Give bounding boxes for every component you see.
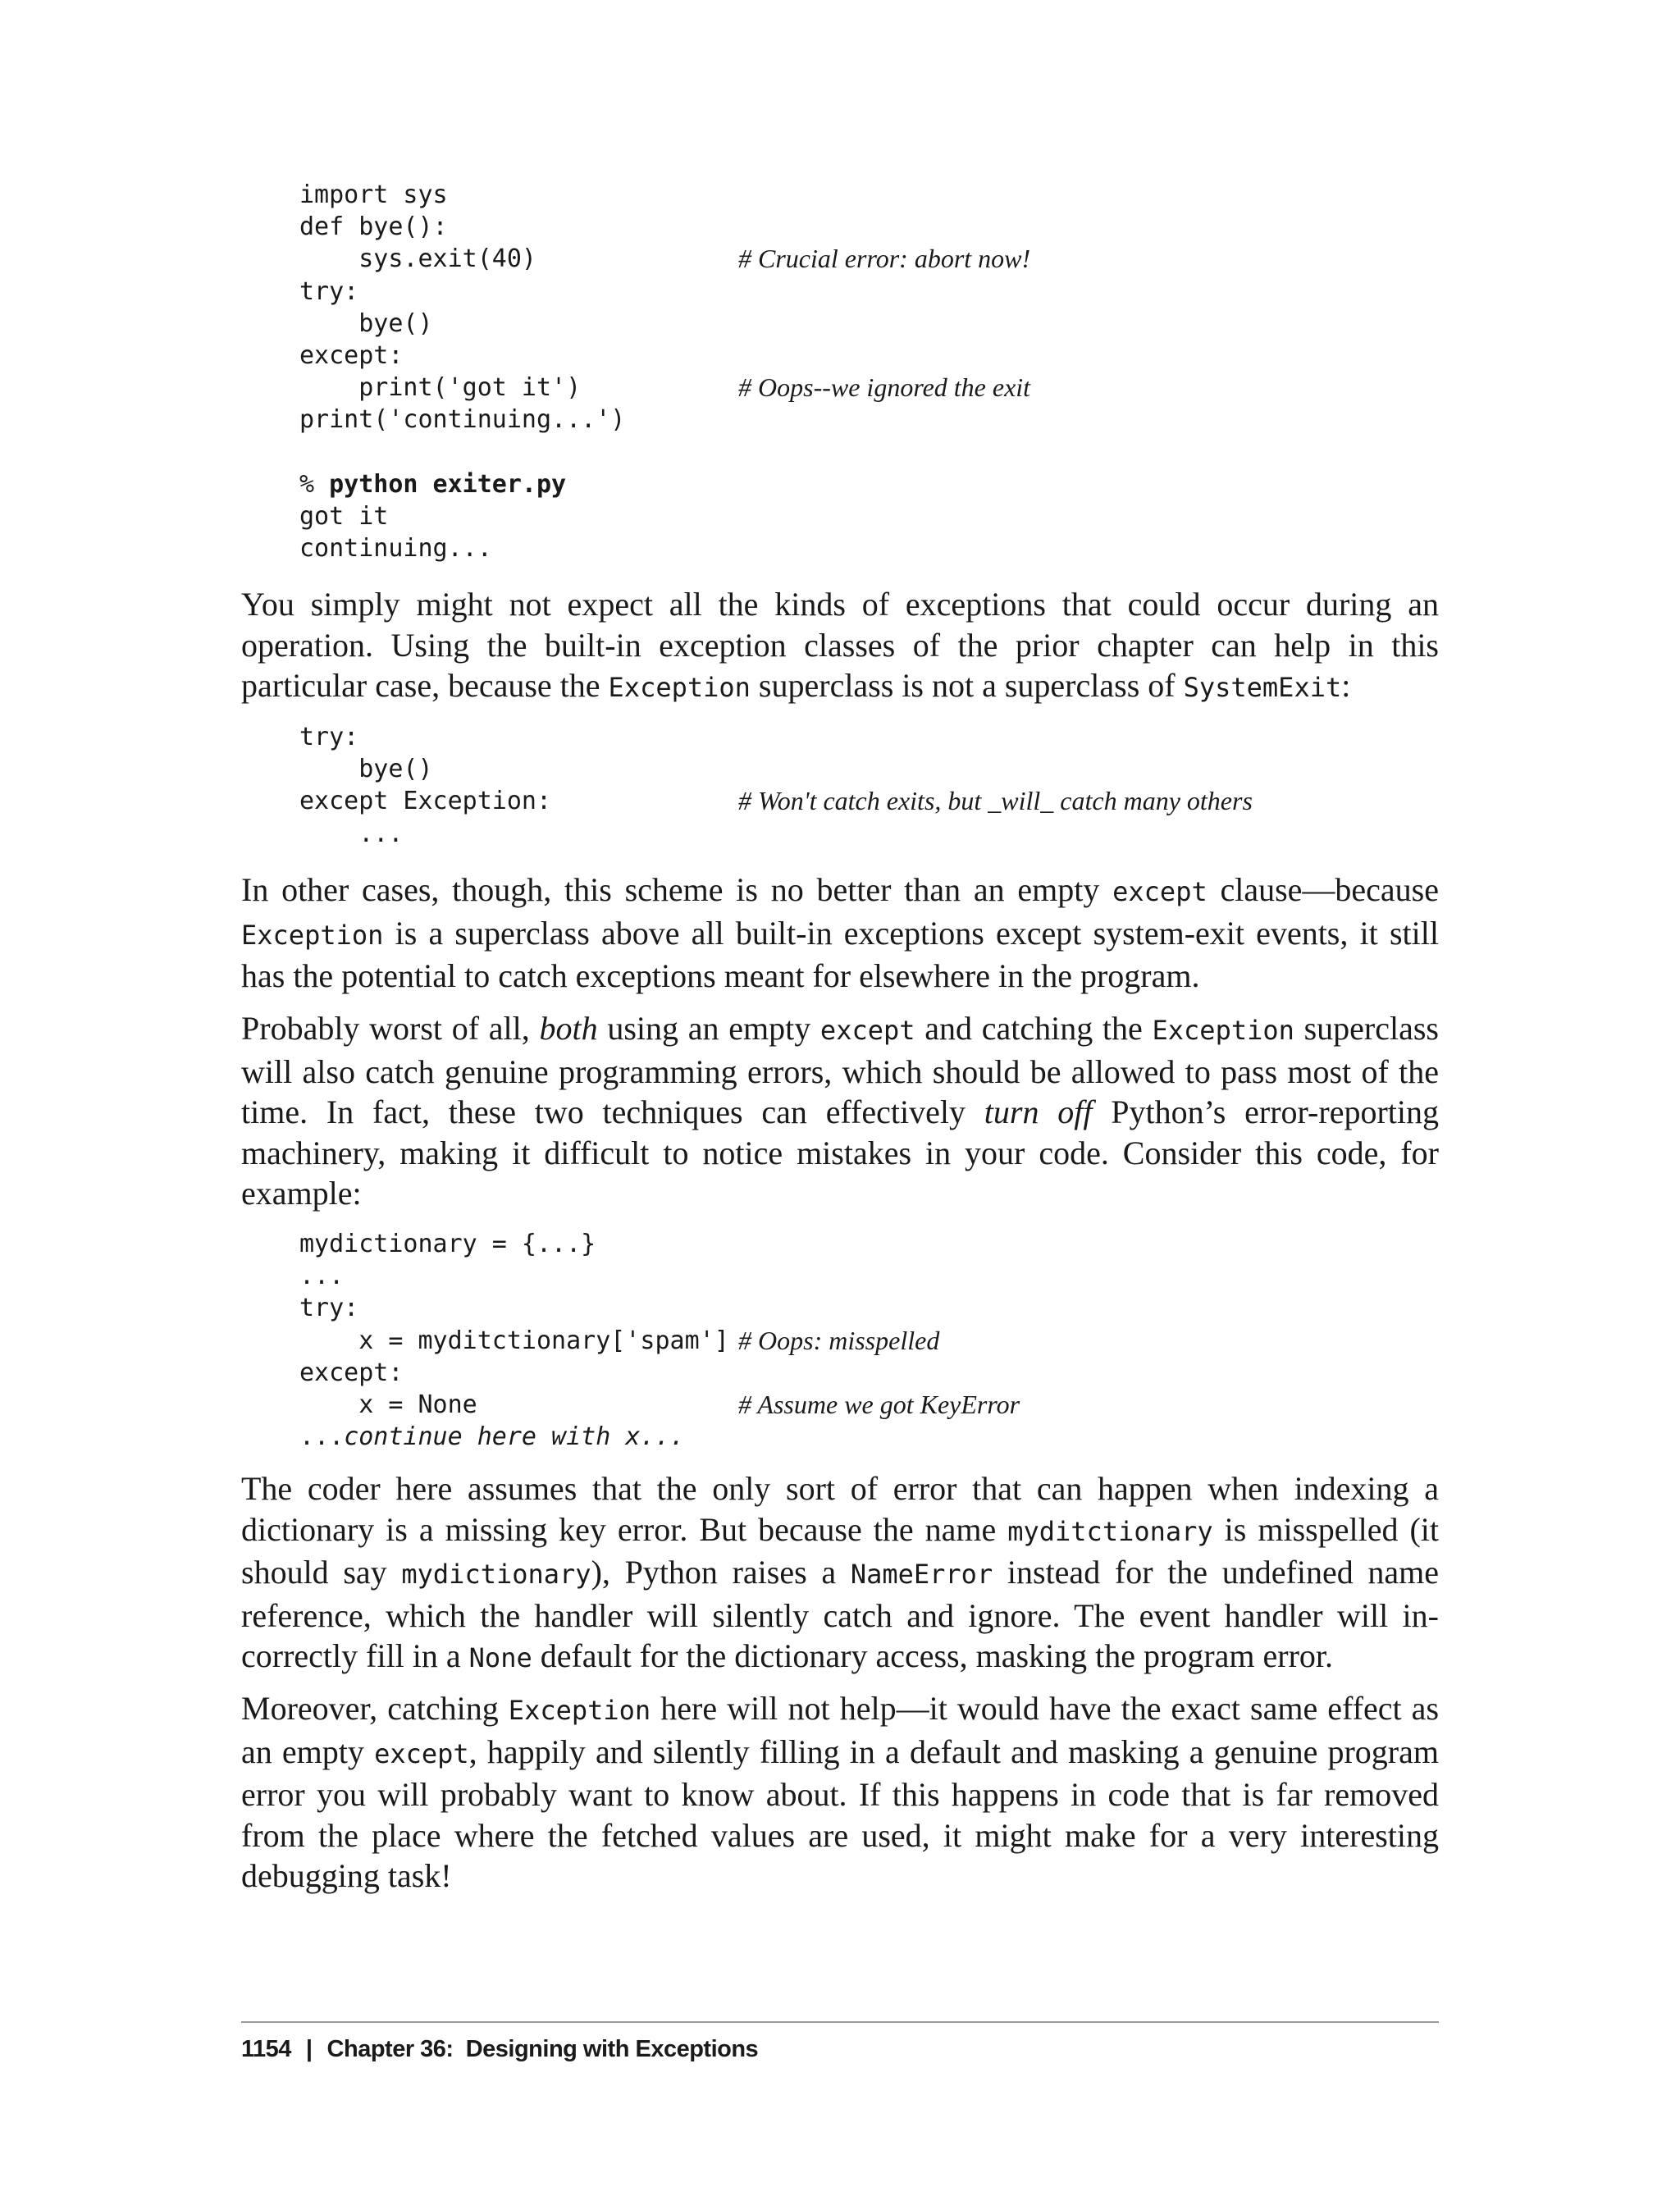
inline-code: myditctionary	[1007, 1515, 1213, 1547]
chapter-title: Chapter 36: Designing with Exceptions	[326, 2036, 759, 2062]
text-run: is misspelled (it should say	[241, 1510, 1439, 1591]
paragraph-coder-assumes	[241, 1468, 1439, 1679]
text-run: Python’s error-reporting machinery, making it difficult to notice mistakes in your code. Consider this code, for example:	[241, 1093, 1439, 1212]
code-block-exiter	[299, 179, 1031, 564]
code-text: import sys	[299, 180, 448, 209]
text-run: is a superclass above all built-in exceptions except system-exit events, it still has the potential to catch exceptions meant for elsewhere in the program.	[241, 914, 1439, 994]
paragraph-moreover	[241, 1688, 1439, 1897]
emphasis: turn off	[984, 1093, 1093, 1130]
code-text: bye()	[299, 308, 433, 338]
code-line	[299, 372, 1031, 404]
inline-code: Exception	[241, 919, 384, 951]
text-run: :	[1341, 667, 1351, 704]
inline-code: except	[1112, 876, 1208, 907]
inline-code: Exception	[608, 672, 751, 703]
code-line	[299, 753, 551, 785]
text-run: Probably worst of all,	[241, 1010, 540, 1047]
shell-output-line	[299, 500, 625, 532]
inline-code: except	[374, 1737, 469, 1769]
shell-command-line	[299, 468, 625, 500]
inline-code: SystemExit	[1183, 672, 1342, 703]
text-run: superclass will also catch genuine programming errors, which should be allowed to pass most of the time. In fact, these two techniques can effectively	[241, 1010, 1440, 1130]
text-run: default for the dictionary access, masking the program error.	[532, 1637, 1334, 1674]
code-comment: # Assume we got KeyError	[738, 1389, 1020, 1419]
code-text: try:	[299, 723, 359, 751]
code-comment: # Crucial error: abort now!	[738, 244, 1031, 274]
code-text: try:	[299, 276, 359, 306]
paragraph-builtin-classes	[241, 584, 1439, 709]
shell-command: python exiter.py	[329, 469, 567, 499]
shell-prompt: %	[299, 469, 330, 499]
inline-code: Exception	[1152, 1015, 1294, 1046]
code-line	[299, 211, 625, 243]
code-text: ...	[299, 1262, 345, 1291]
code-text: print('got it')	[299, 373, 582, 403]
text-run: superclass is not a superclass of	[750, 667, 1184, 704]
code-text: mydictionary = {...}	[299, 1230, 596, 1258]
code-text: except:	[299, 340, 404, 370]
footer-separator: |	[305, 2036, 313, 2062]
code-line	[299, 1292, 729, 1324]
code-line	[299, 179, 625, 211]
text-run: here will not help—it would have the exact same effect as an empty	[241, 1690, 1440, 1770]
code-line	[299, 1325, 940, 1357]
code-placeholder: continue here with x...	[344, 1422, 685, 1452]
shell-output-line	[299, 532, 625, 564]
footer-rule	[241, 2021, 1439, 2023]
code-text: bye()	[299, 755, 433, 784]
code-line	[299, 818, 551, 850]
code-text: try:	[299, 1294, 359, 1323]
code-comment: # Won't catch exits, but _will_ catch many others	[738, 786, 1253, 816]
text-run: , happily and silently filling in a default and masking a genuine program error you will probably want to know about. If this happens in code that is far removed from the place where the fetched values are used, it might make for a very interesting debugging task!	[241, 1732, 1439, 1894]
text-run: In other cases, though, this scheme is no better than an empty	[241, 871, 1113, 908]
code-line	[299, 1260, 729, 1292]
code-text: def bye():	[299, 212, 448, 242]
code-text: ...	[299, 1422, 345, 1452]
text-run: ), Python raises a	[591, 1554, 851, 1591]
code-text: x = myditctionary['spam']	[299, 1326, 729, 1355]
inline-code: mydictionary	[401, 1559, 591, 1590]
page-footer	[241, 2036, 758, 2063]
code-line	[299, 404, 625, 436]
emphasis: both	[539, 1010, 598, 1047]
code-line	[299, 785, 1253, 817]
code-text: except:	[299, 1358, 404, 1387]
text-run: instead for the undefined name reference, which the handler will silently catch and ignore. The event handler will incorrectly fill in a	[241, 1554, 1439, 1674]
code-line	[299, 1357, 729, 1389]
code-text: sys.exit(40)	[299, 244, 536, 274]
code-text: ...	[299, 819, 404, 848]
code-comment: # Oops: misspelled	[738, 1325, 940, 1355]
code-line	[299, 721, 551, 753]
text-run: using an empty	[597, 1010, 820, 1047]
text-run: The coder here assumes that the only sort of error that can happen when indexing a dictionary is a missing key error. But because the name	[241, 1470, 1439, 1548]
code-block-misspelled	[299, 1228, 1020, 1453]
inline-code: except	[819, 1015, 915, 1046]
code-line	[299, 1421, 729, 1453]
paragraph-worst-of-all	[241, 1008, 1439, 1214]
text-run: Moreover, catching	[241, 1690, 509, 1727]
inline-code: Exception	[508, 1695, 651, 1726]
shell-output: got it	[299, 501, 389, 531]
inline-code: NameError	[850, 1559, 993, 1590]
paragraph-other-cases	[241, 870, 1439, 997]
code-block-except-exception	[299, 721, 1253, 850]
code-blank-line	[299, 436, 625, 468]
code-line	[299, 276, 625, 308]
page-number: 1154	[241, 2036, 291, 2062]
code-line	[299, 1228, 729, 1260]
code-comment: # Oops--we ignored the exit	[738, 372, 1031, 403]
text-run: clause—because	[1207, 871, 1439, 908]
text-run: You simply might not expect all the kinds of exceptions that could occur during an operation. Using the built-in exception classes of the prior chapter can help in this particular case, because the	[241, 586, 1439, 704]
code-text: except Exception:	[299, 787, 552, 816]
shell-output: continuing...	[299, 534, 492, 564]
code-line	[299, 340, 625, 372]
code-line	[299, 1389, 1020, 1421]
code-line	[299, 243, 1031, 275]
code-text: print('continuing...')	[299, 405, 626, 435]
text-run: and catching the	[915, 1010, 1153, 1047]
inline-code: None	[468, 1642, 532, 1673]
code-line	[299, 308, 625, 340]
code-text: x = None	[299, 1390, 477, 1419]
